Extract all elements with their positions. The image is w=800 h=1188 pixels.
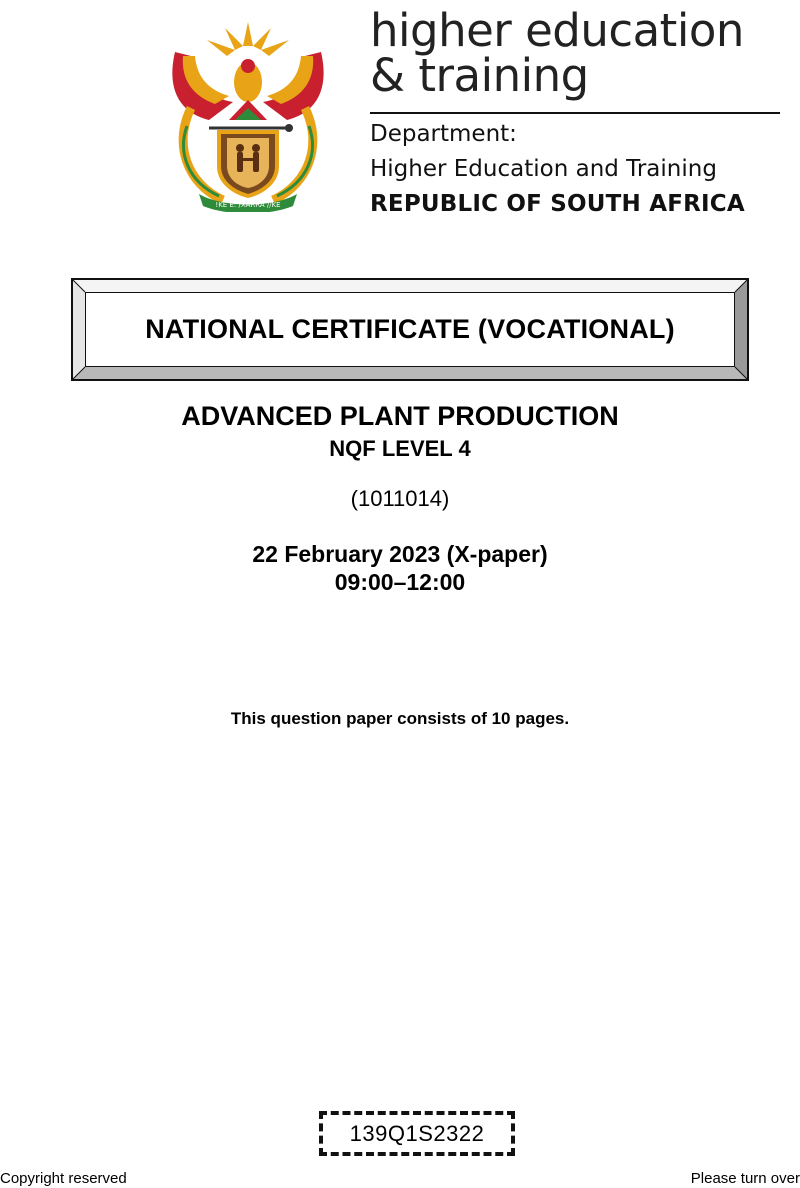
exam-date: 22 February 2023 (X-paper) — [252, 541, 548, 567]
department-label: Department: — [370, 121, 517, 147]
paper-code: 139Q1S2322 — [349, 1120, 485, 1146]
department-wordmark — [370, 4, 790, 219]
certificate-title: NATIONAL CERTIFICATE (VOCATIONAL) — [145, 314, 675, 344]
footer-turn-over: Please turn over — [690, 1170, 800, 1187]
paper-code-box — [319, 1111, 515, 1156]
wordmark-line-2: & training — [370, 49, 589, 102]
footer-copyright: Copyright reserved — [0, 1170, 127, 1187]
nqf-level: NQF LEVEL 4 — [329, 436, 471, 461]
department-name: Higher Education and Training — [370, 156, 717, 182]
certificate-title-frame — [71, 278, 749, 381]
subject-title: ADVANCED PLANT PRODUCTION — [181, 401, 619, 431]
certificate-title-box — [85, 292, 735, 367]
wordmark-divider — [370, 112, 780, 114]
subject-code: (1011014) — [350, 486, 450, 511]
wordmark-line-1: higher education — [370, 4, 744, 57]
page-count-note: This question paper consists of 10 pages. — [230, 709, 570, 728]
exam-time: 09:00–12:00 — [334, 569, 466, 595]
country-name: REPUBLIC OF SOUTH AFRICA — [370, 191, 745, 217]
motto-text: !KE E: /XARRA //KE — [215, 201, 281, 209]
coat-of-arms-icon — [163, 16, 333, 212]
